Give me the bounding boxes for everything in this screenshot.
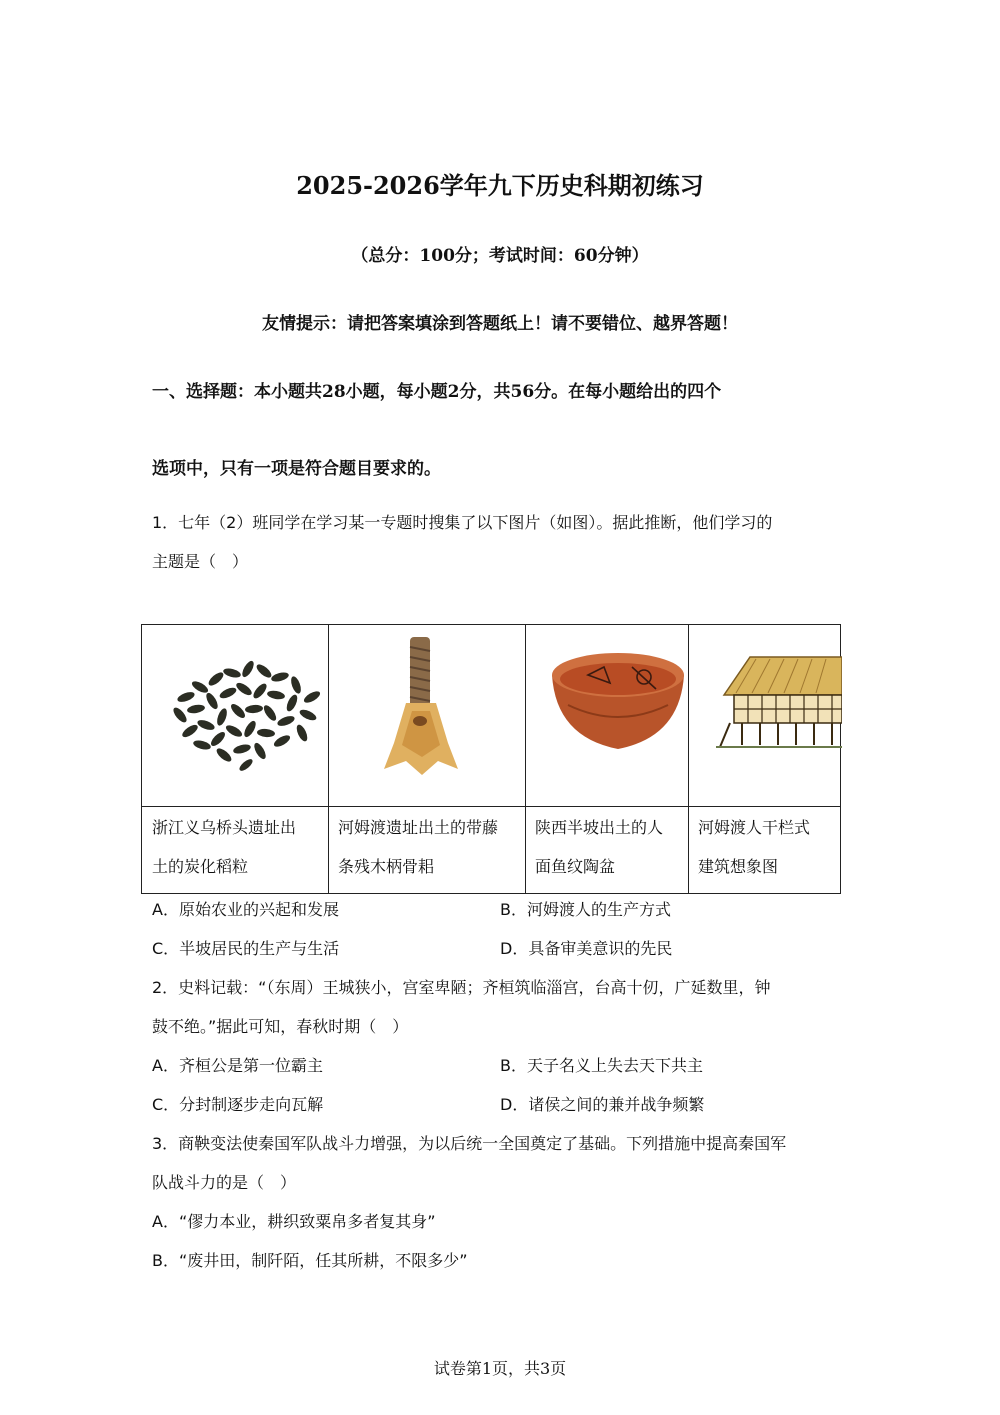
caption-rice-line1: 浙江义乌桥头遗址出 bbox=[152, 818, 297, 837]
q1-option-c[interactable]: C．半坡居民的生产与生活 bbox=[152, 939, 340, 958]
q2-option-d[interactable]: D．诸侯之间的兼并战争频繁 bbox=[500, 1095, 705, 1114]
table-divider bbox=[328, 625, 329, 893]
section-heading-line2: 选项中，只有一项是符合题目要求的。 bbox=[152, 459, 441, 479]
exam-title: 2025-2026学年九下历史科期初练习 bbox=[296, 171, 704, 200]
q1-option-d[interactable]: D．具备审美意识的先民 bbox=[500, 939, 673, 958]
question-2-stem-line2: 鼓不绝。”据此可知，春秋时期（ ） bbox=[152, 1017, 409, 1036]
section-heading-line1: 一、选择题：本小题共28小题，每小题2分，共56分。在每小题给出的四个 bbox=[152, 382, 722, 402]
table-divider bbox=[525, 625, 526, 893]
caption-spade-line2: 条残木柄骨耜 bbox=[338, 857, 435, 876]
q3-option-a[interactable]: A．“僇力本业，耕织致粟帛多者复其身” bbox=[152, 1212, 436, 1231]
stilt-house-icon bbox=[716, 651, 842, 751]
caption-rice-line2: 土的炭化稻粒 bbox=[152, 857, 249, 876]
question-3-stem-line2: 队战斗力的是（ ） bbox=[152, 1173, 297, 1192]
pottery-basin-icon bbox=[548, 645, 688, 757]
exam-tip: 友情提示：请把答案填涂到答题纸上！请不要错位、越界答题！ bbox=[262, 314, 738, 334]
q1-option-a[interactable]: A．原始农业的兴起和发展 bbox=[152, 900, 339, 919]
question-1-image-table bbox=[141, 624, 841, 894]
question-1-stem-line2: 主题是（ ） bbox=[152, 552, 249, 571]
caption-basin-line2: 面鱼纹陶盆 bbox=[535, 857, 616, 876]
rice-grains-icon bbox=[166, 639, 328, 775]
question-3-stem-line1: 3．商鞅变法使秦国军队战斗力增强，为以后统一全国奠定了基础。下列措施中提高秦国军 bbox=[152, 1134, 787, 1153]
q2-option-a[interactable]: A．齐桓公是第一位霸主 bbox=[152, 1056, 323, 1075]
page-footer: 试卷第1页，共3页 bbox=[433, 1359, 567, 1378]
bone-spade-icon bbox=[362, 633, 492, 781]
q2-option-c[interactable]: C．分封制逐步走向瓦解 bbox=[152, 1095, 324, 1114]
caption-spade-line1: 河姆渡遗址出土的带藤 bbox=[338, 818, 499, 837]
q3-option-b[interactable]: B．“废井田，制阡陌，任其所耕，不限多少” bbox=[152, 1251, 468, 1270]
q1-option-b[interactable]: B．河姆渡人的生产方式 bbox=[500, 900, 671, 919]
caption-house-line1: 河姆渡人干栏式 bbox=[698, 818, 811, 837]
exam-subtitle: （总分：100分；考试时间：60分钟） bbox=[351, 246, 649, 266]
caption-house-line2: 建筑想象图 bbox=[698, 857, 779, 876]
question-1-stem-line1: 1．七年（2）班同学在学习某一专题时搜集了以下图片（如图）。据此推断，他们学习的 bbox=[152, 513, 773, 532]
caption-basin-line1: 陕西半坡出土的人 bbox=[535, 818, 664, 837]
question-2-stem-line1: 2．史料记载：“（东周）王城狭小，宫室卑陋；齐桓筑临淄宫，台高十仞，广延数里，钟 bbox=[152, 978, 771, 997]
q2-option-b[interactable]: B．天子名义上失去天下共主 bbox=[500, 1056, 703, 1075]
table-divider bbox=[688, 625, 689, 893]
table-row-divider bbox=[142, 806, 840, 807]
